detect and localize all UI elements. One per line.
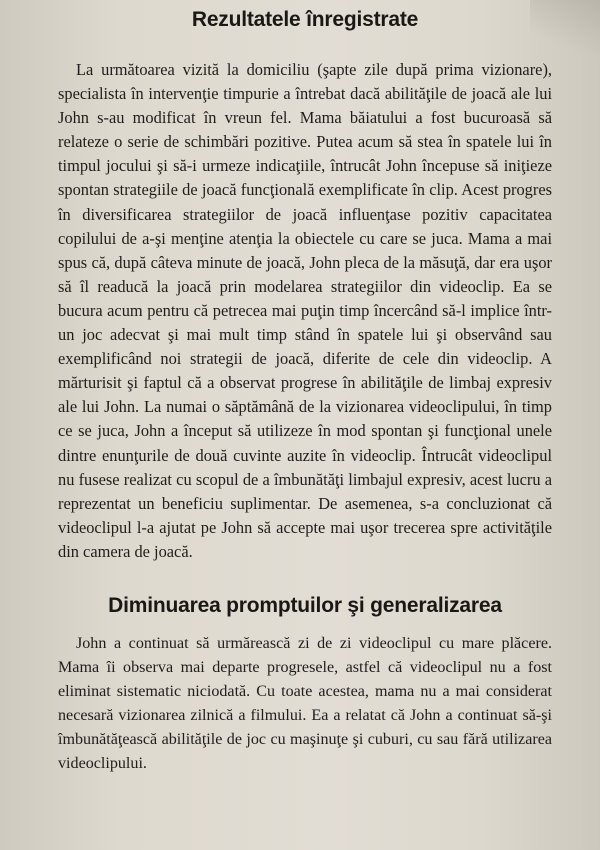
paragraph-results: La următoarea vizită la domiciliu (şapte zile după prima vizionare), specialista în intervenţie timpurie a întrebat dacă abilităţile de joacă ale lui John s-au modificat în vreun fel. Mama băiatului a fost bucuroasă să relateze o serie de schimbări pozitive. Putea acum să stea în spatele lui în timpul jocului şi să-i urmeze indicaţiile, întrucât John începuse să iniţieze spontan strategiile de joacă funcţională exemplificate în clip. Acest progres în diversificarea strategiilor de joacă influenţase pozitiv capacitatea copilului de a-şi menţine atenţia la obiectele cu care se juca. Mama a mai spus că, după câteva minute de joacă, John pleca de la măsuţă, dar era uşor să îl readucă la joacă prin modelarea strategiilor din videoclip. Ea se bucura acum pentru că petrecea mai puţin timp încercând să-l implice într-un joc adecvat şi mai mult timp stând în spatele lui şi observând sau exemplificând noi strategii de joacă, diferite de cele din videoclip. A mărturisit şi faptul că a observat progrese în abilităţile de limbaj expresiv ale lui John. La numai o săptămână de la vizionarea videoclipului, în timp ce se juca, John a început să utilizeze în mod spontan şi funcţional unele dintre enunţurile de două cuvinte auzite în videoclip. Întrucât videoclipul nu fusese realizat cu scopul de a îmbunătăţi limbajul expresiv, acest lucru a reprezentat un beneficiu suplimentar. De asemenea, s-a concluzionat că videoclipul l-a ajutat pe John să accepte mai uşor trecerea spre activităţile din camera de joacă. [58,60,552,561]
section-heading-generalization: Diminuarea promptuilor şi generalizarea [108,593,502,617]
paragraph-generalization: John a continuat să urmărească zi de zi videoclipul cu mare plăcere. Mama îi observa mai departe progresele, astfel că videoclipul nu a fost eliminat sistematic niciodată. Cu toate acestea, mama nu a mai considerat necesară vizionarea zilnică a filmului. Ea a relatat că John a continuat să-şi îmbunătăţească abilităţile de joc cu maşinuţe şi cuburi, cu sau fără utilizarea videoclipului. [58,634,552,773]
section-heading-results: Rezultatele înregistrate [191,8,419,31]
